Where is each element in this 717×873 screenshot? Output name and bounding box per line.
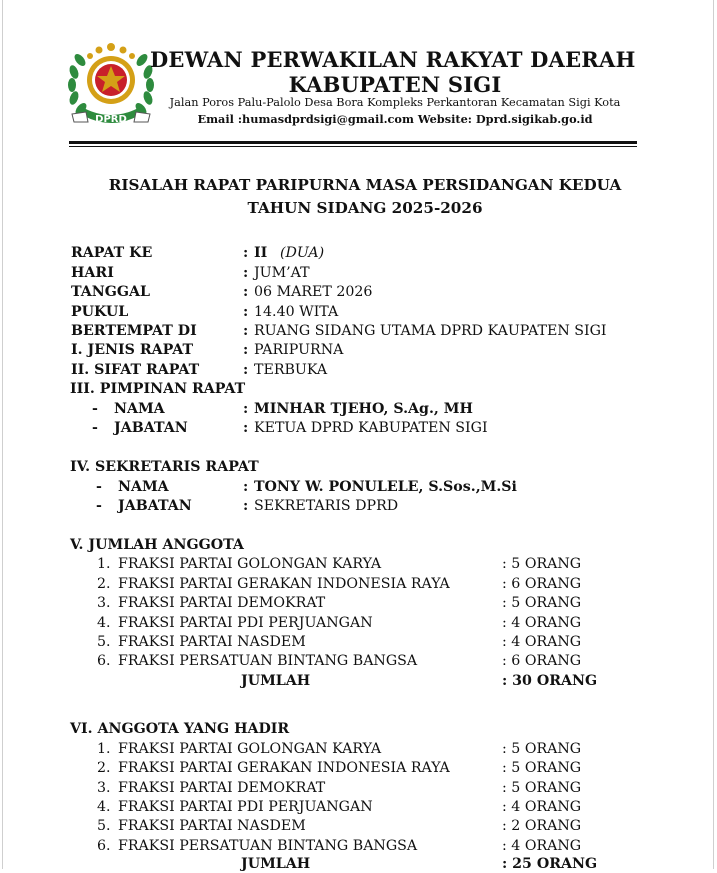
faction-row — [70, 575, 670, 593]
faction-name: FRAKSI PARTAI NASDEM — [118, 634, 306, 650]
field-colon: : — [243, 265, 249, 281]
faction-count: : 4 ORANG — [502, 838, 582, 854]
faction-number: 3. — [97, 780, 111, 796]
section-heading-text: IV. SEKRETARIS RAPAT — [70, 459, 259, 475]
dprd-logo — [66, 40, 156, 128]
letterhead-rule — [69, 141, 637, 144]
bullet: - — [92, 401, 98, 417]
meeting-field-row — [70, 264, 670, 282]
faction-count: : 6 ORANG — [502, 576, 582, 592]
field-colon: : — [243, 323, 249, 339]
meeting-field-row — [70, 322, 670, 340]
faction-count: : 6 ORANG — [502, 653, 582, 669]
field-colon: : — [243, 284, 249, 300]
faction-row — [70, 652, 670, 670]
official-colon: : — [243, 479, 249, 495]
faction-count: : 5 ORANG — [502, 760, 582, 776]
faction-name: FRAKSI PARTAI GOLONGAN KARYA — [118, 556, 382, 572]
faction-row — [70, 779, 670, 797]
official-value: SEKRETARIS DPRD — [254, 498, 399, 514]
meeting-field-row — [70, 361, 670, 379]
faction-total-row — [70, 672, 670, 690]
official-value: KETUA DPRD KABUPATEN SIGI — [254, 420, 488, 436]
faction-row — [70, 740, 670, 758]
official-label: NAMA — [118, 479, 169, 495]
faction-count: : 5 ORANG — [502, 780, 582, 796]
meeting-field-row — [70, 303, 670, 321]
field-colon: : — [243, 245, 249, 261]
total-value: : 25 ORANG — [502, 856, 598, 872]
logo-text: DPRD — [95, 114, 127, 125]
faction-count: : 4 ORANG — [502, 615, 582, 631]
official-value: TONY W. PONULELE, S.Sos.,M.Si — [254, 479, 517, 495]
section-heading-text: VI. ANGGOTA YANG HADIR — [70, 721, 290, 737]
faction-number: 5. — [97, 818, 111, 834]
faction-row — [70, 633, 670, 651]
bullet: - — [92, 420, 98, 436]
faction-count: : 2 ORANG — [502, 818, 582, 834]
official-value: MINHAR TJEHO, S.Ag., MH — [254, 401, 473, 417]
official-label: JABATAN — [114, 420, 188, 436]
field-label: TANGGAL — [71, 284, 150, 300]
official-colon: : — [243, 498, 249, 514]
faction-count: : 4 ORANG — [502, 634, 582, 650]
section-heading-text: V. JUMLAH ANGGOTA — [70, 537, 244, 553]
field-label: HARI — [71, 265, 114, 281]
faction-row — [70, 837, 670, 855]
page-edge — [2, 0, 3, 869]
faction-row — [70, 798, 670, 816]
faction-name: FRAKSI PARTAI PDI PERJUANGAN — [118, 615, 373, 631]
faction-name: FRAKSI PARTAI GOLONGAN KARYA — [118, 741, 382, 757]
institution-name: DEWAN PERWAKILAN RAKYAT DAERAH — [150, 47, 636, 72]
official-colon: : — [243, 420, 249, 436]
official-colon: : — [243, 401, 249, 417]
faction-number: 1. — [97, 741, 111, 757]
faction-row — [70, 817, 670, 835]
faction-name: FRAKSI PARTAI DEMOKRAT — [118, 595, 326, 611]
total-value: : 30 ORANG — [502, 673, 598, 689]
faction-number: 4. — [97, 799, 111, 815]
faction-number: 6. — [97, 838, 111, 854]
faction-row — [70, 594, 670, 612]
meeting-field-row — [70, 341, 670, 359]
official-row — [70, 419, 670, 437]
document-subtitle: TAHUN SIDANG 2025-2026 — [247, 199, 483, 217]
institution-contact: Email :humasdprdsigi@gmail.com Website: Dprd.sigikab.go.id — [197, 112, 593, 126]
official-row — [70, 400, 670, 418]
faction-number: 2. — [97, 576, 111, 592]
meeting-field-row — [70, 283, 670, 301]
faction-row — [70, 759, 670, 777]
field-label: I. JENIS RAPAT — [71, 342, 194, 358]
institution-region: KABUPATEN SIGI — [288, 72, 502, 97]
faction-number: 2. — [97, 760, 111, 776]
field-note: (DUA) — [280, 245, 325, 261]
field-label: II. SIFAT RAPAT — [71, 362, 200, 378]
institution-address: Jalan Poros Palu-Palolo Desa Bora Kompleks Perkantoran Kecamatan Sigi Kota — [169, 96, 621, 109]
faction-count: : 4 ORANG — [502, 799, 582, 815]
faction-name: FRAKSI PARTAI GERAKAN INDONESIA RAYA — [118, 760, 450, 776]
faction-number: 1. — [97, 556, 111, 572]
field-label: PUKUL — [71, 304, 129, 320]
official-label: NAMA — [114, 401, 165, 417]
faction-number: 4. — [97, 615, 111, 631]
total-label: JUMLAH — [241, 673, 311, 689]
document-title: RISALAH RAPAT PARIPURNA MASA PERSIDANGAN KEDUA — [108, 176, 622, 194]
bullet: - — [96, 498, 102, 514]
faction-count: : 5 ORANG — [502, 741, 582, 757]
faction-name: FRAKSI PERSATUAN BINTANG BANGSA — [118, 838, 418, 854]
bullet: - — [96, 479, 102, 495]
total-label: JUMLAH — [241, 856, 311, 872]
faction-name: FRAKSI PARTAI DEMOKRAT — [118, 780, 326, 796]
faction-number: 5. — [97, 634, 111, 650]
field-colon: : — [243, 342, 249, 358]
field-value: RUANG SIDANG UTAMA DPRD KAUPATEN SIGI — [254, 323, 607, 339]
faction-name: FRAKSI PARTAI NASDEM — [118, 818, 306, 834]
field-label: BERTEMPAT DI — [71, 323, 197, 339]
official-row — [70, 478, 670, 496]
official-row — [70, 497, 670, 515]
faction-number: 6. — [97, 653, 111, 669]
faction-row — [70, 614, 670, 632]
faction-number: 3. — [97, 595, 111, 611]
faction-count: : 5 ORANG — [502, 556, 582, 572]
faction-name: FRAKSI PARTAI PDI PERJUANGAN — [118, 799, 373, 815]
faction-count: : 5 ORANG — [502, 595, 582, 611]
field-value: PARIPURNA — [254, 342, 344, 358]
field-colon: : — [243, 304, 249, 320]
field-value: JUM’AT — [254, 265, 310, 281]
field-value: TERBUKA — [254, 362, 328, 378]
page-edge — [713, 0, 714, 869]
field-label: RAPAT KE — [71, 245, 153, 261]
faction-name: FRAKSI PERSATUAN BINTANG BANGSA — [118, 653, 418, 669]
faction-total-row — [70, 855, 670, 873]
letterhead-rule — [69, 146, 637, 147]
official-label: JABATAN — [118, 498, 192, 514]
faction-row — [70, 555, 670, 573]
section-heading-text: III. PIMPINAN RAPAT — [70, 381, 246, 397]
faction-name: FRAKSI PARTAI GERAKAN INDONESIA RAYA — [118, 576, 450, 592]
field-value: 14.40 WITA — [254, 304, 339, 320]
field-value: II — [254, 245, 268, 261]
meeting-field-row — [70, 244, 670, 262]
field-colon: : — [243, 362, 249, 378]
field-value: 06 MARET 2026 — [254, 284, 373, 300]
